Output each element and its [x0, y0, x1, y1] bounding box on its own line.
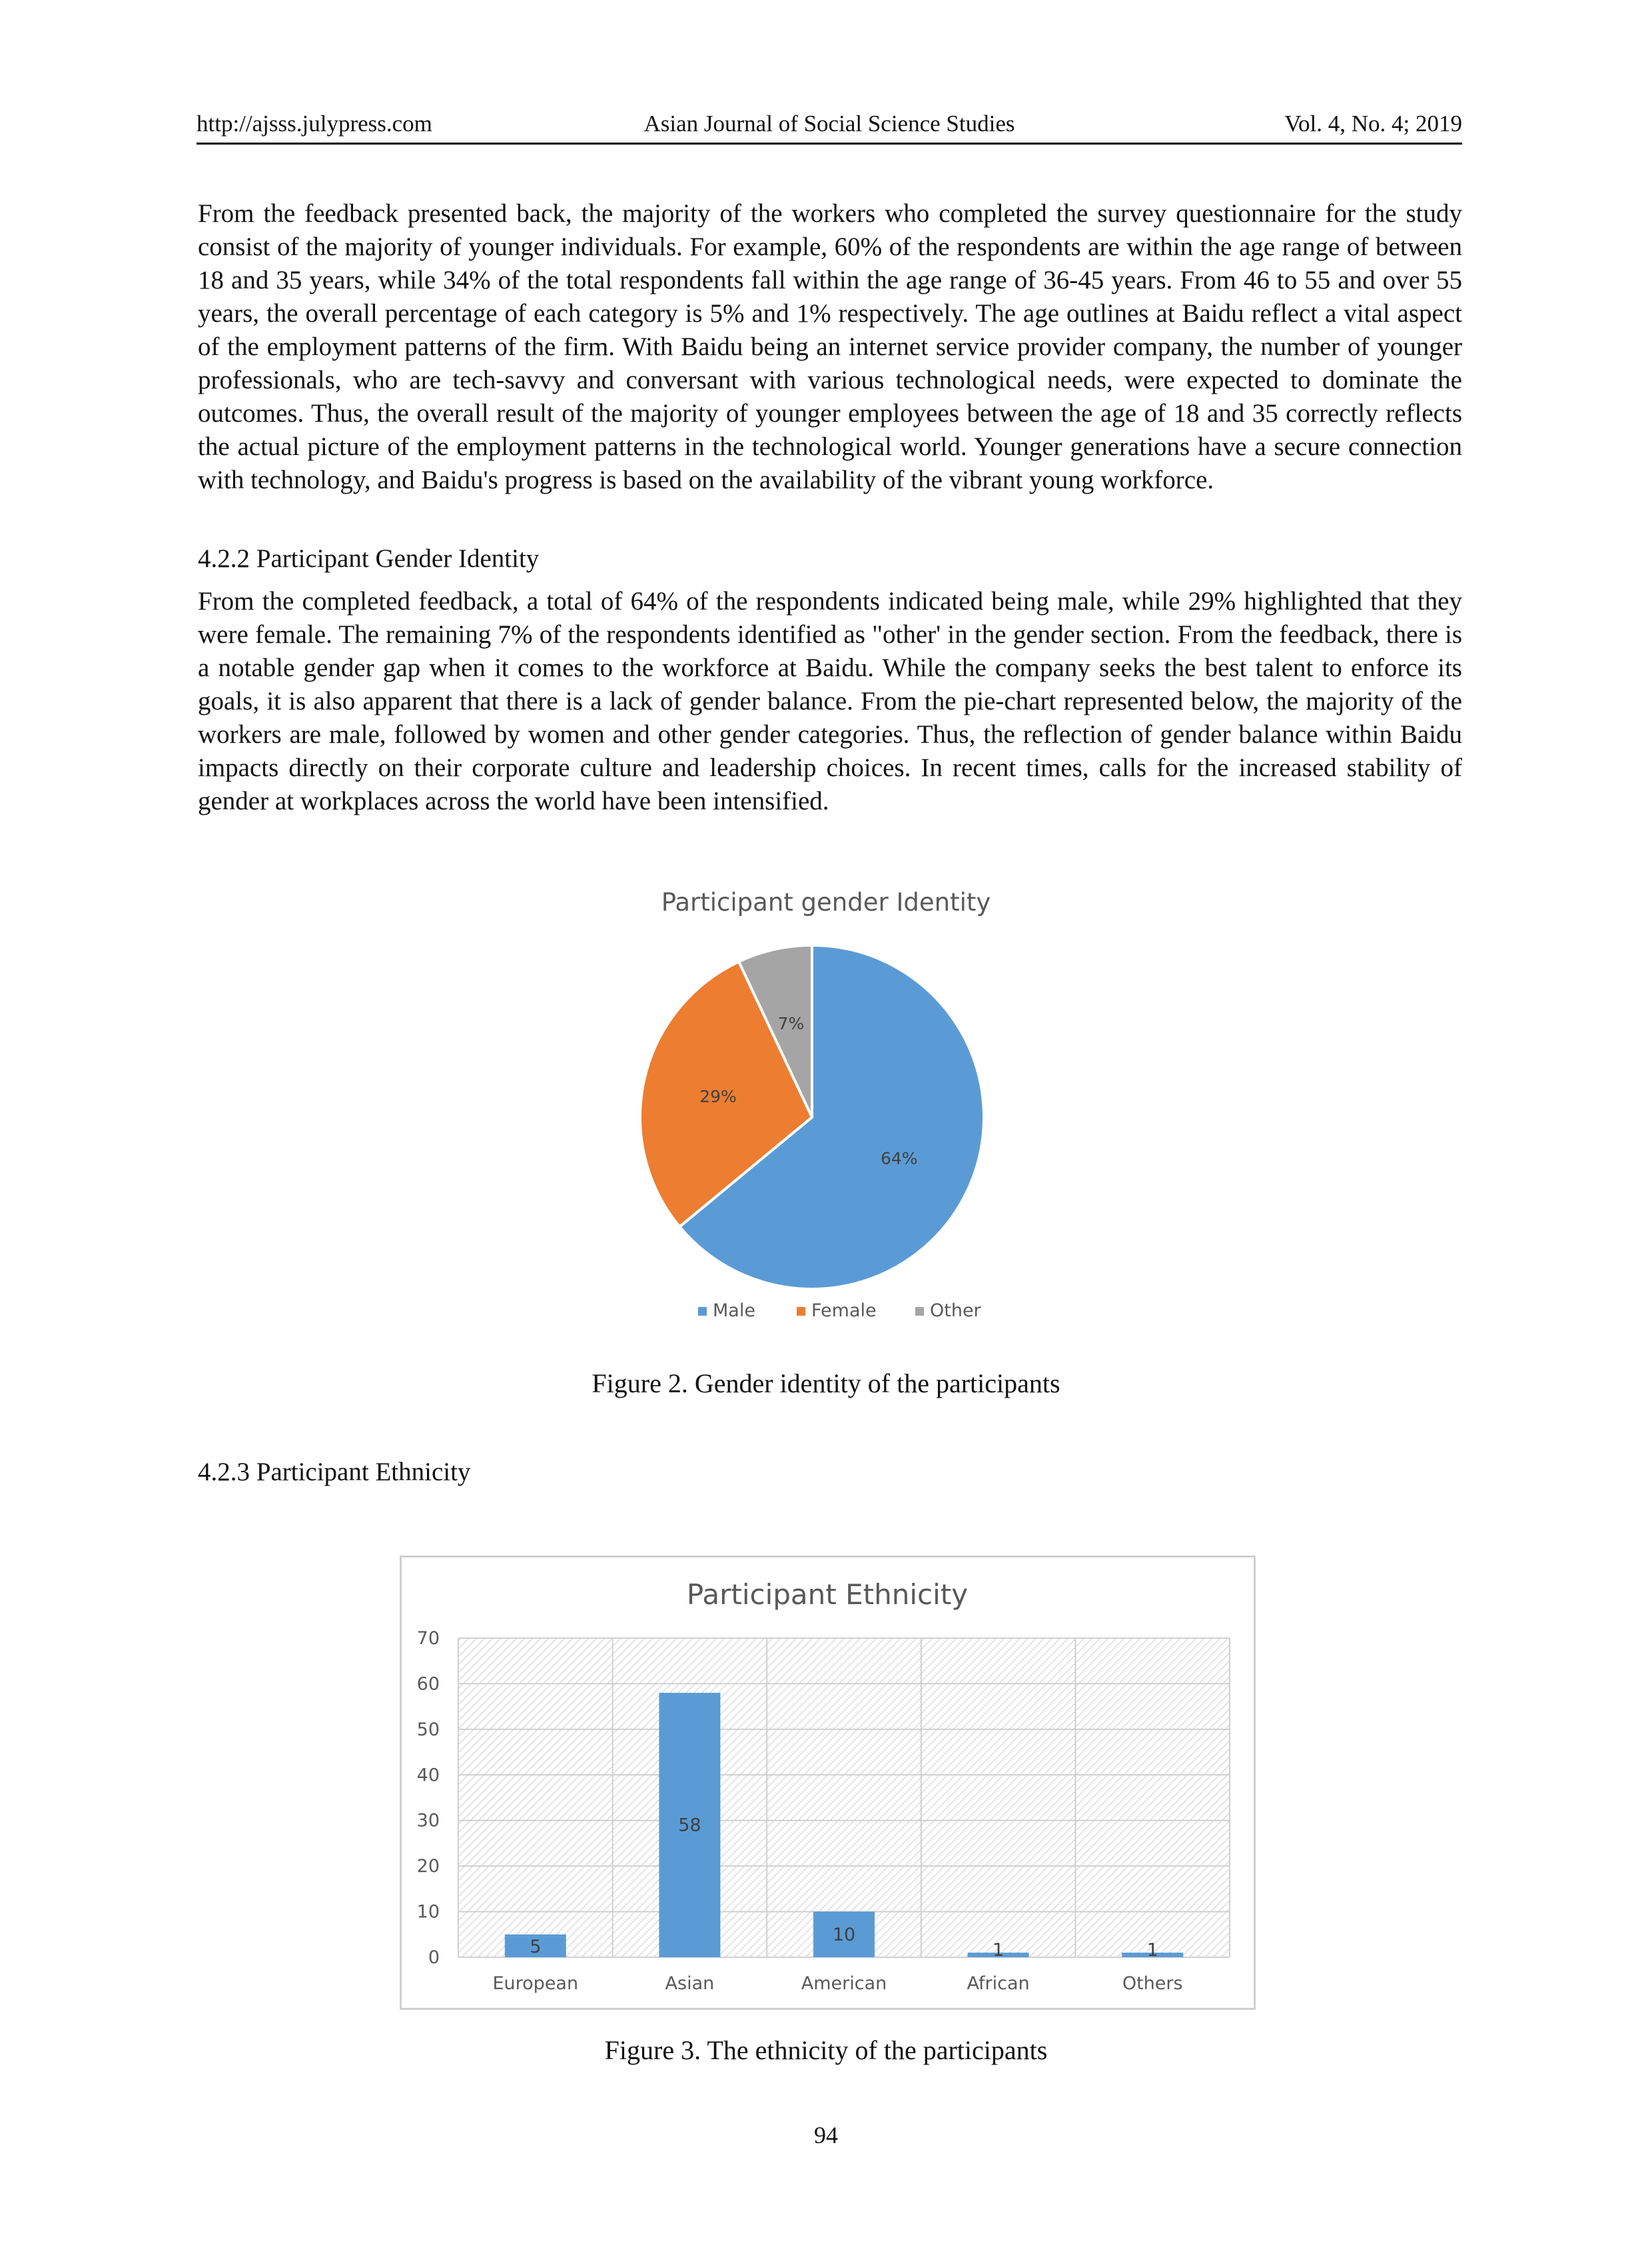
- y-tick-label: 60: [416, 1673, 440, 1695]
- body-paragraph-age: From the feedback presented back, the majority of the workers who completed the survey questionnaire for the study consist of the majority of younger individuals. For example, 60% of the respondents are within the age range of between 18 and 35 years, while 34% of the total respondents fall within the age range of 36-45 years. From 46 to 55 and over 55 years, the overall percentage of each category is 5% and 1% respectively. The age outlines at Baidu reflect a vital aspect of the employment patterns of the firm. With Baidu being an internet service provider company, the number of younger professionals, who are tech-savvy and conversant with various technological needs, were expected to dominate the outcomes. Thus, the overall result of the majority of younger employees between the age of 18 and 35 correctly reflects the actual picture of the employment patterns in the technological world. Younger generations have a secure connection with technology, and Baidu's progress is based on the availability of the vibrant young workforce.: [198, 199, 1462, 494]
- figure-2-caption: Figure 2. Gender identity of the participants: [592, 1368, 1060, 1398]
- bar-chart-title: Participant Ethnicity: [686, 1578, 969, 1611]
- section-heading-gender: 4.2.2 Participant Gender Identity: [198, 544, 540, 573]
- bar-label-asian: 58: [678, 1815, 701, 1836]
- pie-slices: [640, 945, 984, 1289]
- pie-label-female: 29%: [699, 1087, 737, 1107]
- header-volume: Vol. 4, No. 4; 2019: [1284, 111, 1462, 137]
- y-tick-label: 0: [428, 1947, 440, 1968]
- y-tick-label: 30: [416, 1810, 440, 1831]
- bar-label-american: 10: [832, 1924, 856, 1945]
- bar-label-african: 1: [993, 1940, 1005, 1961]
- x-tick-asian: Asian: [665, 1973, 715, 1994]
- legend-label-female: Female: [811, 1300, 877, 1321]
- y-tick-label: 40: [416, 1765, 440, 1786]
- section-heading-ethnicity: 4.2.3 Participant Ethnicity: [198, 1458, 471, 1486]
- legend-label-male: Male: [713, 1300, 755, 1321]
- page-number: 94: [814, 2122, 838, 2148]
- header-journal-title: Asian Journal of Social Science Studies: [643, 111, 1015, 137]
- bar-label-others: 1: [1146, 1940, 1158, 1961]
- pie-label-male: 64%: [880, 1148, 918, 1168]
- body-paragraph-gender: From the completed feedback, a total of 64% of the respondents indicated being male, while 29% highlighted that they were female. The remaining 7% of the respondents identified as "other' in the gender section. From the feedback, there is a notable gender gap when it comes to the workforce at Baidu. While the company seeks the best talent to enforce its goals, it is also apparent that there is a lack of gender balance. From the pie-chart represented below, the majority of the workers are male, followed by women and other gender categories. Thus, the reflection of gender balance within Baidu impacts directly on their corporate culture and leadership choices. In recent times, calls for the increased stability of gender at workplaces across the world have been intensified.: [198, 587, 1462, 815]
- x-tick-american: American: [801, 1973, 887, 1994]
- y-tick-label: 70: [416, 1628, 440, 1649]
- y-tick-label: 50: [416, 1719, 440, 1740]
- legend-swatch-female: [797, 1307, 805, 1316]
- pie-chart-title: Participant gender Identity: [661, 888, 991, 917]
- legend-swatch-male: [698, 1307, 707, 1316]
- figure-3-caption: Figure 3. The ethnicity of the participants: [604, 2035, 1048, 2065]
- pie-legend: [698, 1300, 982, 1321]
- y-tick-label: 10: [416, 1901, 440, 1923]
- gender-pie-chart: [586, 879, 1066, 1332]
- header-url[interactable]: http://ajsss.julypress.com: [197, 111, 432, 137]
- pie-label-other: 7%: [777, 1013, 805, 1033]
- x-tick-african: African: [967, 1973, 1030, 1994]
- running-header: [197, 108, 1462, 145]
- x-tick-others: Others: [1122, 1973, 1183, 1994]
- legend-swatch-other: [915, 1307, 924, 1316]
- plot-area: [458, 1638, 1230, 1957]
- bar-label-european: 5: [530, 1936, 542, 1957]
- legend-label-other: Other: [930, 1300, 981, 1321]
- y-tick-label: 20: [416, 1856, 440, 1877]
- ethnicity-bar-chart: [400, 1556, 1256, 2010]
- x-tick-european: European: [492, 1973, 579, 1994]
